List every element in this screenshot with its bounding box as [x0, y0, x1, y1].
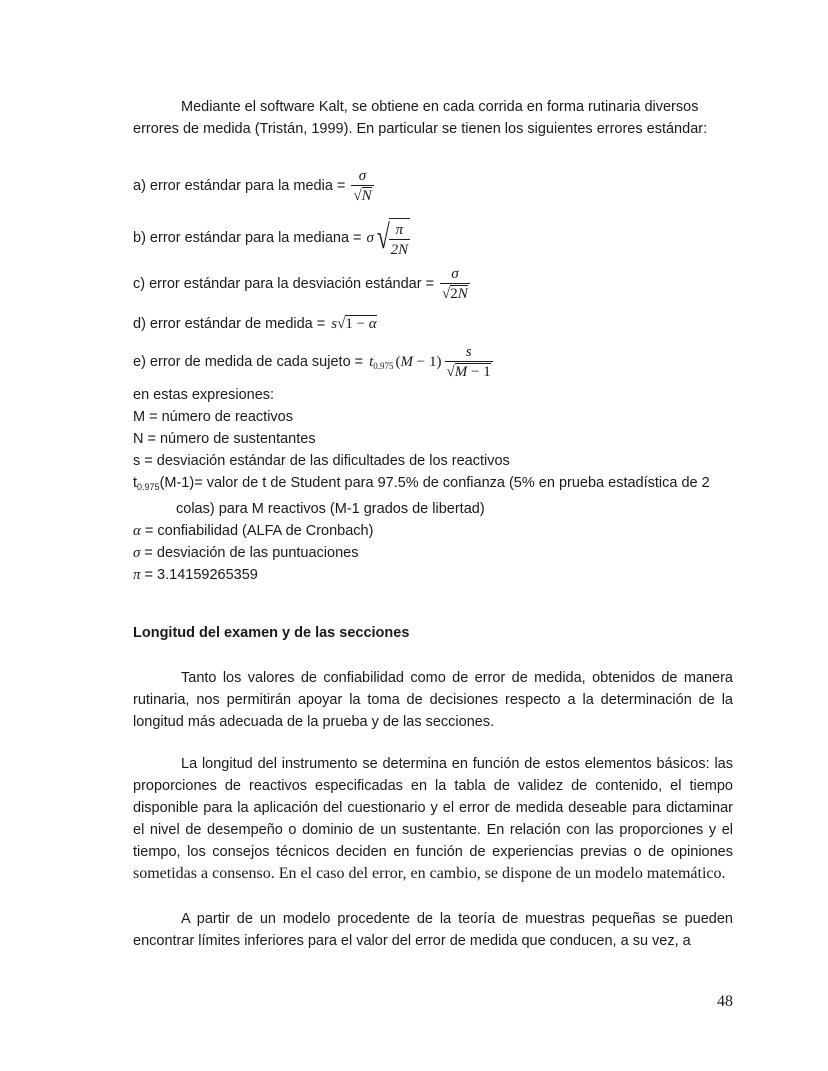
formula-e: [133, 340, 493, 384]
formula-a-expression: $\frac{\sigma}{√N}$: [353, 168, 372, 204]
section-paragraph-2-text: [133, 753, 733, 885]
definition-t: [133, 472, 733, 520]
definition-m: M = número de reactivos: [133, 409, 293, 425]
definitions-intro: en estas expresiones:: [133, 387, 275, 403]
definition-pi-text: = 3.14159265359: [140, 567, 258, 583]
formula-e-label: e) error de medida de cada sujeto =: [133, 354, 364, 370]
formula-b-label: b) error estándar para la mediana =: [133, 230, 362, 246]
intro-line-1: Mediante el software Kalt, se obtiene en cada corrida en forma rutinaria diversos: [181, 99, 699, 115]
sigma-symbol: σ: [133, 545, 141, 561]
section-paragraph-2-sans: La longitud del instrumento se determina en función de estos elementos básicos: las proporciones de reactivos especificadas en la tabla de validez de contenido, el tiempo disponible para la aplicación del cuestionario y el error de medida deseable para dictaminar el nivel de desempeño o dominio de un sustentante. En relación con las proporciones y el tiempo, los consejos técnicos deciden en función de experiencias previas o de opiniones: [133, 756, 733, 860]
definition-n: N = número de sustentantes: [133, 431, 316, 447]
definition-alpha-text: = confiabilidad (ALFA de Cronbach): [140, 523, 374, 539]
formula-a: [133, 166, 374, 206]
formula-a-label: a) error estándar para la media =: [133, 178, 346, 194]
formula-c-expression: $\frac{\sigma}{√2N}$: [442, 266, 468, 302]
definitions-list: [133, 384, 733, 586]
section-paragraph-2: [133, 753, 733, 885]
page-number: 48: [717, 993, 733, 1010]
intro-paragraph: [133, 96, 733, 140]
pi-symbol: π: [133, 567, 141, 583]
definition-pi: [133, 564, 733, 586]
formula-e-expression: $t_{0.975}$ (M − 1) $\frac{s}{√M - 1}$: [369, 344, 491, 380]
section-paragraph-2-serif: sometidas a consenso. En el caso del error, en cambio, se dispone de un modelo matemático.: [133, 865, 726, 882]
alpha-symbol: α: [133, 523, 141, 539]
section-paragraph-3-text: A partir de un modelo procedente de la teoría de muestras pequeñas se pueden encontrar límites inferiores para el valor del error de medida que conducen, a su vez, a: [133, 911, 733, 949]
section-paragraph-3: [133, 908, 733, 952]
definition-s: s = desviación estándar de las dificultades de los reactivos: [133, 453, 510, 469]
section-heading: Longitud del examen y de las secciones: [133, 625, 410, 641]
document-page: [133, 0, 733, 1071]
definition-sigma-text: = desviación de las puntuaciones: [140, 545, 359, 561]
section-paragraph-1: [133, 667, 733, 733]
formula-b-expression: σ√ $\frac{\pi}{2N}$: [366, 219, 409, 258]
section-paragraph-1-text: Tanto los valores de confiabilidad como de error de medida, obtenidos de manera rutinaria, nos permitirán apoyar la toma de decisiones respecto a la determinación de la longitud más adecuada de la prueba y de las secciones.: [133, 670, 733, 730]
formula-d-expression: s√1 − α: [331, 315, 377, 332]
definition-sigma: [133, 542, 733, 564]
formula-d-label: d) error estándar de medida =: [133, 316, 326, 332]
definition-t-text: (M-1)= valor de t de Student para 97.5% de confianza (5% en prueba estadística de 2 colas) para M reactivos (M-1 grados de libertad): [159, 475, 710, 517]
intro-line-2: errores de medida (Tristán, 1999). En particular se tienen los siguientes errores estándar:: [133, 121, 708, 137]
formula-c-label: c) error estándar para la desviación estándar =: [133, 276, 435, 292]
definition-t-symbol: t: [133, 475, 138, 491]
formula-d: [133, 304, 377, 344]
formula-b: [133, 216, 410, 260]
definition-alpha: [133, 520, 733, 542]
definition-t-subscript: 0.975: [137, 482, 160, 492]
formula-c: [133, 264, 470, 304]
